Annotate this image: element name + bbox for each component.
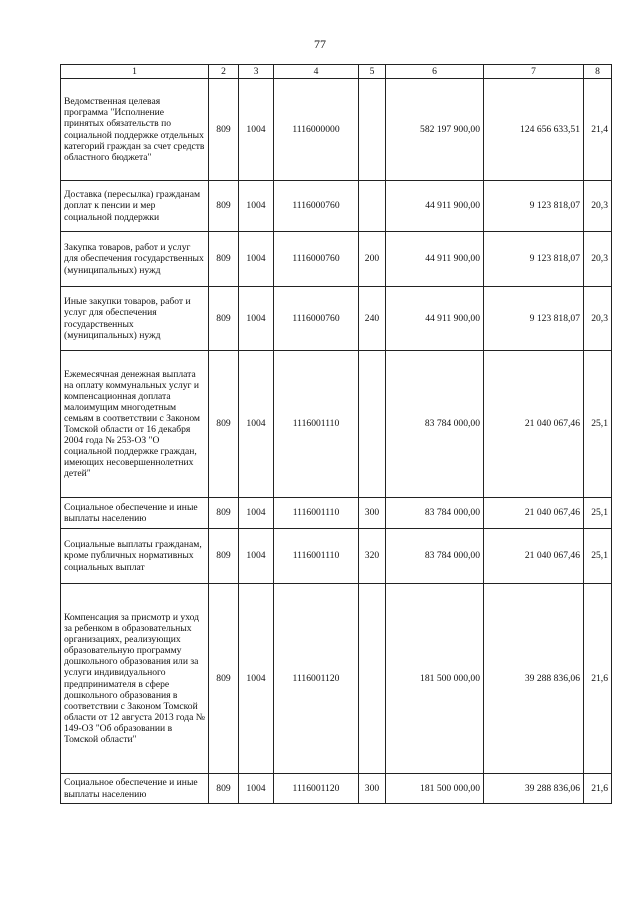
- row-grbs: 809: [209, 351, 239, 498]
- row-target: 1116001120: [274, 584, 359, 774]
- row-fact: 21 040 067,46: [484, 498, 584, 529]
- row-plan: 582 197 900,00: [386, 79, 484, 181]
- row-type: 300: [359, 498, 386, 529]
- row-percent: 25,1: [584, 351, 612, 498]
- row-plan: 83 784 000,00: [386, 529, 484, 584]
- page-number: 77: [314, 37, 326, 51]
- row-plan: 181 500 000,00: [386, 584, 484, 774]
- header-col-5: 5: [359, 65, 386, 79]
- row-type: 200: [359, 232, 386, 287]
- row-section: 1004: [239, 287, 274, 351]
- row-section: 1004: [239, 79, 274, 181]
- row-plan: 44 911 900,00: [386, 181, 484, 232]
- row-target: 1116000760: [274, 232, 359, 287]
- header-col-2: 2: [209, 65, 239, 79]
- row-fact: 21 040 067,46: [484, 351, 584, 498]
- row-grbs: 809: [209, 232, 239, 287]
- row-percent: 20,3: [584, 287, 612, 351]
- row-target: 1116000760: [274, 181, 359, 232]
- budget-table: [60, 64, 612, 804]
- table-row: [61, 584, 612, 774]
- row-type: 240: [359, 287, 386, 351]
- header-col-6: 6: [386, 65, 484, 79]
- header-col-7: 7: [484, 65, 584, 79]
- row-grbs: 809: [209, 774, 239, 804]
- row-plan: 181 500 000,00: [386, 774, 484, 804]
- row-name: Доставка (пересылка) гражданам доплат к пенсии и мер социальной поддержки: [61, 181, 209, 232]
- row-section: 1004: [239, 774, 274, 804]
- row-type: [359, 584, 386, 774]
- row-grbs: 809: [209, 181, 239, 232]
- header-col-4: 4: [274, 65, 359, 79]
- table-row: [61, 232, 612, 287]
- row-section: 1004: [239, 529, 274, 584]
- row-name: Социальное обеспечение и иные выплаты населению: [61, 498, 209, 529]
- row-type: [359, 79, 386, 181]
- row-target: 1116001110: [274, 529, 359, 584]
- row-type: [359, 181, 386, 232]
- header-col-8: 8: [584, 65, 612, 79]
- row-percent: 20,3: [584, 181, 612, 232]
- row-grbs: 809: [209, 498, 239, 529]
- row-section: 1004: [239, 232, 274, 287]
- row-fact: 124 656 633,51: [484, 79, 584, 181]
- table-row: [61, 351, 612, 498]
- row-plan: 44 911 900,00: [386, 232, 484, 287]
- row-name: Иные закупки товаров, работ и услуг для обеспечения государственных (муниципальных) нужд: [61, 287, 209, 351]
- row-grbs: 809: [209, 529, 239, 584]
- row-name: Ежемесячная денежная выплата на оплату коммунальных услуг и компенсационная доплата малоимущим многодетным семьям в соответствии с Законом Томской области от 16 декабря 2004 года № 253-ОЗ "О социальной поддержке граждан, имеющих несовершеннолетних детей": [61, 351, 209, 498]
- row-fact: 39 288 836,06: [484, 774, 584, 804]
- row-percent: 25,1: [584, 529, 612, 584]
- header-row: [61, 65, 612, 79]
- row-grbs: 809: [209, 79, 239, 181]
- row-percent: 21,6: [584, 584, 612, 774]
- row-percent: 21,4: [584, 79, 612, 181]
- table-row: [61, 774, 612, 804]
- row-fact: 9 123 818,07: [484, 181, 584, 232]
- row-name: Закупка товаров, работ и услуг для обеспечения государственных (муниципальных) нужд: [61, 232, 209, 287]
- row-grbs: 809: [209, 287, 239, 351]
- row-type: 320: [359, 529, 386, 584]
- row-section: 1004: [239, 498, 274, 529]
- row-fact: 21 040 067,46: [484, 529, 584, 584]
- table-row: [61, 498, 612, 529]
- row-target: 1116001120: [274, 774, 359, 804]
- row-name: Социальное обеспечение и иные выплаты населению: [61, 774, 209, 804]
- row-grbs: 809: [209, 584, 239, 774]
- row-percent: 25,1: [584, 498, 612, 529]
- row-section: 1004: [239, 584, 274, 774]
- row-plan: 44 911 900,00: [386, 287, 484, 351]
- header-col-1: 1: [61, 65, 209, 79]
- row-fact: 9 123 818,07: [484, 232, 584, 287]
- row-section: 1004: [239, 181, 274, 232]
- row-percent: 21,6: [584, 774, 612, 804]
- row-name: Ведомственная целевая программа "Исполнение принятых обязательств по социальной поддержке отдельных категорий граждан за счет средств областного бюджета": [61, 79, 209, 181]
- row-target: 1116001110: [274, 498, 359, 529]
- row-target: 1116000760: [274, 287, 359, 351]
- table-row: [61, 181, 612, 232]
- row-section: 1004: [239, 351, 274, 498]
- row-fact: 9 123 818,07: [484, 287, 584, 351]
- row-type: 300: [359, 774, 386, 804]
- row-fact: 39 288 836,06: [484, 584, 584, 774]
- table-row: [61, 79, 612, 181]
- row-target: 1116001110: [274, 351, 359, 498]
- table-row: [61, 287, 612, 351]
- header-col-3: 3: [239, 65, 274, 79]
- table-row: [61, 529, 612, 584]
- row-target: 1116000000: [274, 79, 359, 181]
- row-plan: 83 784 000,00: [386, 498, 484, 529]
- row-percent: 20,3: [584, 232, 612, 287]
- row-name: Социальные выплаты гражданам, кроме публичных нормативных социальных выплат: [61, 529, 209, 584]
- row-name: Компенсация за присмотр и уход за ребенком в образовательных организациях, реализующих образовательную программу дошкольного образования или за услуги индивидуального предпринимателя в сфере дошкольного образования в соответствии с Законом Томской области от 12 августа 2013 года № 149-ОЗ "Об образовании в Томской области": [61, 584, 209, 774]
- row-type: [359, 351, 386, 498]
- row-plan: 83 784 000,00: [386, 351, 484, 498]
